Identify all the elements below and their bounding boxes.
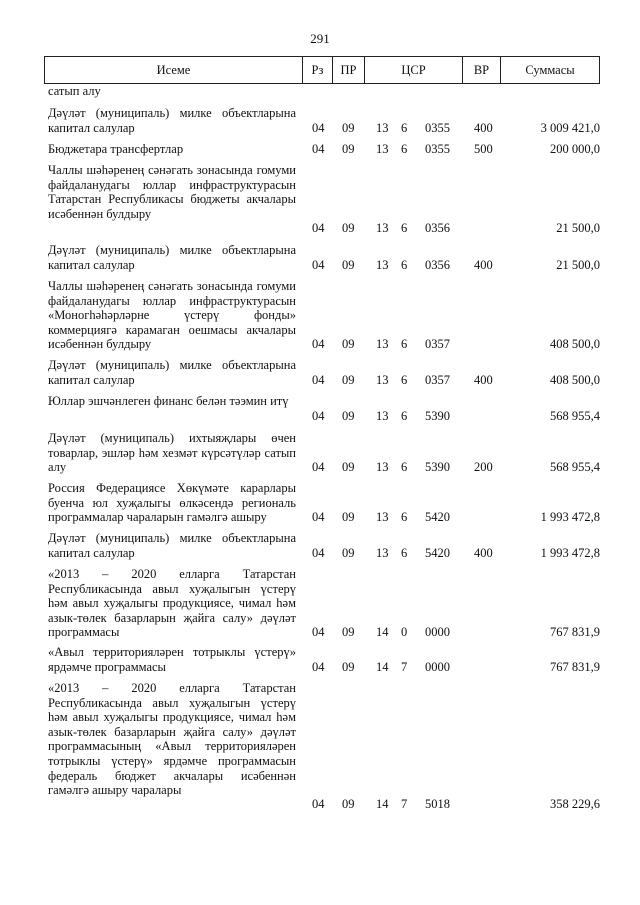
row-pr: 09 — [342, 258, 355, 272]
row-name: Чаллы шәһәренең сәнәгать зонасында гомуми файдаланудагы юллар инфраструктурасын Татарстан Республикасы бюджеты акчалары исәбеннән булдыру — [48, 163, 296, 221]
row-csr-3: 5018 — [425, 797, 450, 811]
row-csr-1: 13 — [376, 373, 389, 387]
row-csr-1: 13 — [376, 221, 389, 235]
row-sum: 568 955,4 — [550, 409, 600, 423]
row-rz: 04 — [312, 510, 325, 524]
row-sum: 358 229,6 — [550, 797, 600, 811]
header-name: Исеме — [45, 57, 303, 83]
row-csr-3: 0356 — [425, 221, 450, 235]
row-vr: 400 — [474, 373, 493, 387]
row-csr-1: 13 — [376, 510, 389, 524]
header-rz: Рз — [303, 57, 333, 83]
row-rz: 04 — [312, 121, 325, 135]
row-sum: 1 993 472,8 — [540, 546, 600, 560]
row-csr-3: 0356 — [425, 258, 450, 272]
row-csr-2: 6 — [401, 510, 408, 524]
row-csr-2: 6 — [401, 373, 408, 387]
row-sum: 200 000,0 — [550, 142, 600, 156]
row-csr-1: 14 — [376, 625, 389, 639]
row-csr-3: 5420 — [425, 546, 450, 560]
page-number: 291 — [310, 31, 330, 46]
row-vr: 400 — [474, 546, 493, 560]
header-csr: ЦСР — [365, 57, 463, 83]
row-rz: 04 — [312, 142, 325, 156]
row-pr: 09 — [342, 121, 355, 135]
row-pr: 09 — [342, 660, 355, 674]
row-csr-2: 0 — [401, 625, 408, 639]
row-csr-2: 7 — [401, 797, 408, 811]
row-csr-2: 6 — [401, 546, 408, 560]
row-pr: 09 — [342, 510, 355, 524]
row-vr: 200 — [474, 460, 493, 474]
row-name: Дәүләт (муниципаль) милке объектларына капитал салулар — [48, 358, 296, 387]
row-csr-2: 6 — [401, 460, 408, 474]
row-name: Россия Федерациясе Хөкүмәте карарлары буенча юл хуҗалыгы өлкәсендә региональ программалар чараларын гамәлгә ашыру — [48, 481, 296, 525]
row-name: Дәүләт (муниципаль) милке объектларына капитал салулар — [48, 531, 296, 560]
row-csr-3: 5390 — [425, 460, 450, 474]
row-sum: 568 955,4 — [550, 460, 600, 474]
row-rz: 04 — [312, 221, 325, 235]
row-csr-3: 0357 — [425, 337, 450, 351]
row-csr-3: 0000 — [425, 660, 450, 674]
row-rz: 04 — [312, 546, 325, 560]
row-rz: 04 — [312, 797, 325, 811]
row-sum: 408 500,0 — [550, 337, 600, 351]
row-vr: 400 — [474, 258, 493, 272]
table-header — [44, 56, 600, 84]
row-name: сатып алу — [48, 84, 101, 98]
row-sum: 21 500,0 — [556, 258, 600, 272]
row-vr: 400 — [474, 121, 493, 135]
row-pr: 09 — [342, 373, 355, 387]
row-csr-1: 13 — [376, 258, 389, 272]
row-csr-2: 7 — [401, 660, 408, 674]
row-csr-1: 14 — [376, 797, 389, 811]
row-sum: 767 831,9 — [550, 625, 600, 639]
row-vr: 500 — [474, 142, 493, 156]
row-pr: 09 — [342, 221, 355, 235]
row-pr: 09 — [342, 625, 355, 639]
row-sum: 408 500,0 — [550, 373, 600, 387]
row-name: Бюджетара трансфертлар — [48, 142, 184, 156]
row-csr-1: 14 — [376, 660, 389, 674]
row-sum: 1 993 472,8 — [540, 510, 600, 524]
row-sum: 3 009 421,0 — [540, 121, 600, 135]
row-rz: 04 — [312, 625, 325, 639]
row-csr-2: 6 — [401, 142, 408, 156]
row-sum: 21 500,0 — [556, 221, 600, 235]
row-csr-1: 13 — [376, 337, 389, 351]
row-csr-2: 6 — [401, 258, 408, 272]
row-name: Дәүләт (муниципаль) ихтыяҗлары өчен товарлар, эшләр һәм хезмәт күрсәтүләр сатып алу — [48, 431, 296, 475]
row-csr-1: 13 — [376, 142, 389, 156]
row-csr-3: 5420 — [425, 510, 450, 524]
row-rz: 04 — [312, 660, 325, 674]
row-csr-2: 6 — [401, 221, 408, 235]
row-csr-3: 0355 — [425, 142, 450, 156]
row-pr: 09 — [342, 546, 355, 560]
row-name: Чаллы шәһәренең сәнәгать зонасында гомуми файдаланудагы юллар инфраструктурасын «Моногһәһәрләрне үстерү фонды» коммерциягә карамаган оешмасы акчалары исәбеннән булдыру — [48, 279, 296, 352]
row-csr-2: 6 — [401, 337, 408, 351]
row-rz: 04 — [312, 258, 325, 272]
row-pr: 09 — [342, 142, 355, 156]
row-csr-3: 0357 — [425, 373, 450, 387]
row-sum: 767 831,9 — [550, 660, 600, 674]
row-csr-1: 13 — [376, 409, 389, 423]
row-csr-1: 13 — [376, 121, 389, 135]
header-pr: ПР — [333, 57, 365, 83]
row-csr-1: 13 — [376, 460, 389, 474]
header-vr: ВР — [463, 57, 501, 83]
row-csr-3: 5390 — [425, 409, 450, 423]
row-csr-3: 0000 — [425, 625, 450, 639]
row-csr-2: 6 — [401, 409, 408, 423]
header-sum: Суммасы — [525, 62, 575, 77]
row-rz: 04 — [312, 337, 325, 351]
row-csr-2: 6 — [401, 121, 408, 135]
row-name: «2013 – 2020 елларга Татарстан Республикасында авыл хуҗалыгын үстерү һәм авыл хуҗалыгы продукциясе, чимал һәм азык-төлек базарларын җайга салу» дәүләт программасының «Авыл территорияләрен тотрыклы үстерү» ярдәмче программасын федераль бюджет акчалары исәбеннән гамәлгә ашыру чаралары — [48, 681, 296, 798]
row-name: «Авыл территорияләрен тотрыклы үстерү» ярдәмче программасы — [48, 645, 296, 674]
row-pr: 09 — [342, 409, 355, 423]
row-rz: 04 — [312, 409, 325, 423]
row-name: Дәүләт (муниципаль) милке объектларына капитал салулар — [48, 106, 296, 135]
row-name: Дәүләт (муниципаль) милке объектларына капитал салулар — [48, 243, 296, 272]
row-name: Юллар эшчәнлеген финанс белән тәэмин итү — [48, 394, 289, 408]
row-rz: 04 — [312, 460, 325, 474]
row-pr: 09 — [342, 460, 355, 474]
row-pr: 09 — [342, 337, 355, 351]
row-rz: 04 — [312, 373, 325, 387]
row-csr-1: 13 — [376, 546, 389, 560]
row-pr: 09 — [342, 797, 355, 811]
row-name: «2013 – 2020 елларга Татарстан Республикасында авыл хуҗалыгын үстерү һәм авыл хуҗалыгы продукциясе, чимал һәм азык-төлек базарларын җайга салу» дәүләт программасы — [48, 567, 296, 640]
row-csr-3: 0355 — [425, 121, 450, 135]
